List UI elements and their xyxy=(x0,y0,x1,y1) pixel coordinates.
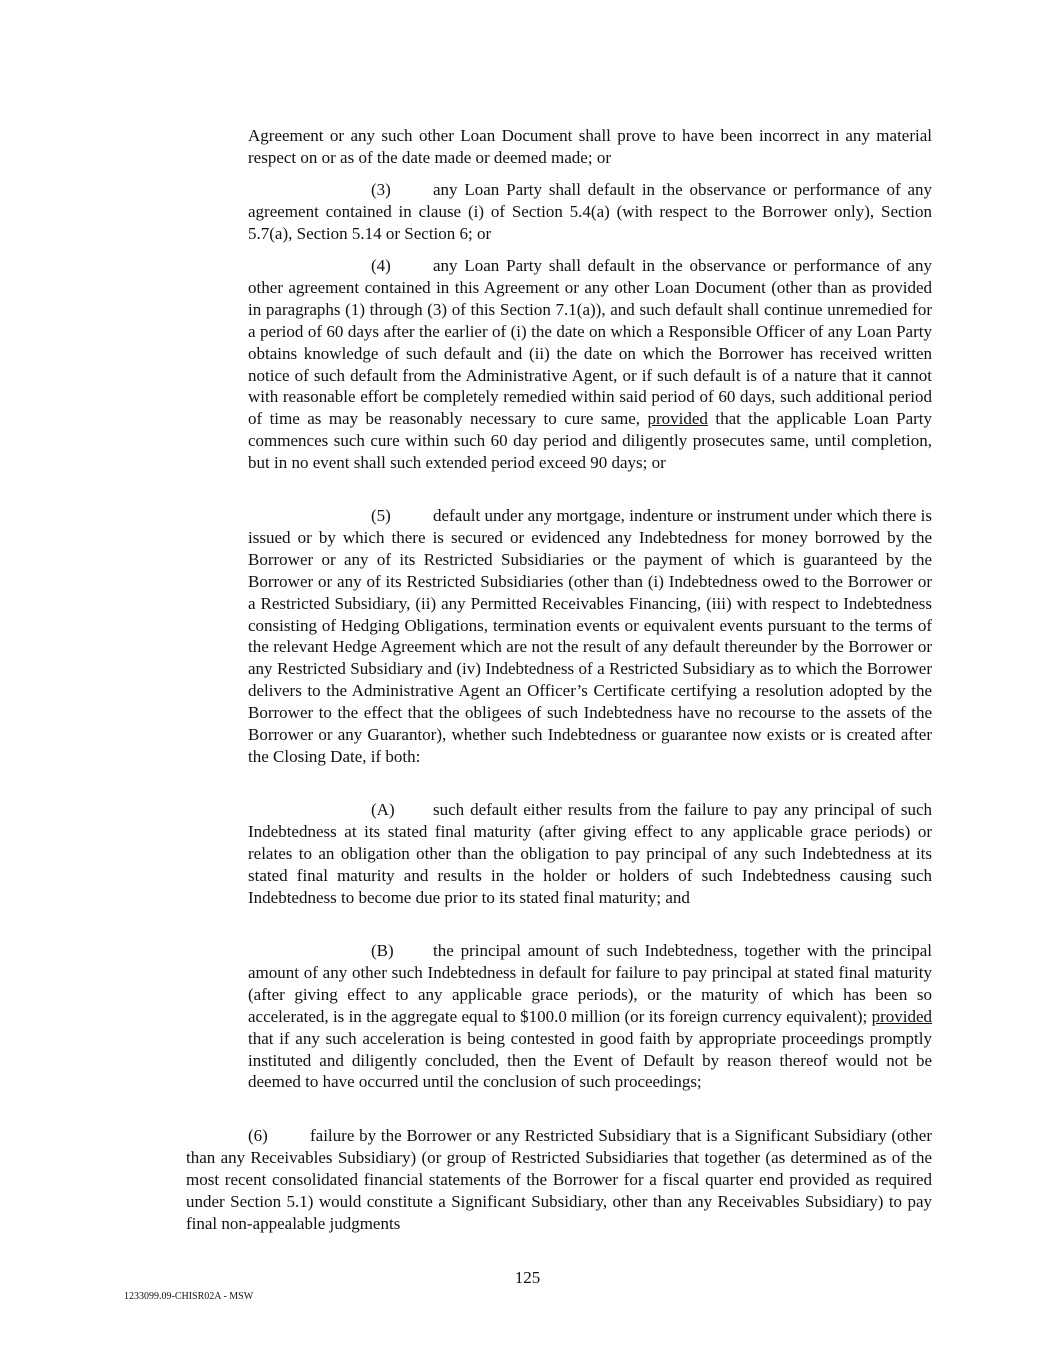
paragraph-text: any Loan Party shall default in the observance or performance of any agreement contained in clause (i) of Section 5.4(a) (with respect to the Borrower only), Section 5.7(a), Section 5.14 or Section 6; or xyxy=(248,180,932,243)
paragraph-number: (B) xyxy=(371,941,394,960)
paragraph-number: (5) xyxy=(371,506,391,525)
paragraph-6 xyxy=(186,1125,932,1235)
paragraph-text: that the applicable Loan Party commences such cure within such 60 day period and diligently prosecutes same, until completion, but in no event shall such extended period exceed 90 days; or xyxy=(248,409,933,473)
paragraph-text: default under any mortgage, indenture or instrument under which there is issued or by which there is secured or evidenced any Indebtedness for money borrowed by the Borrower or any of its Restricted Subsidiaries or the payment of which is guaranteed by the Borrower or any of its Restricted Subsidiaries (other than (i) Indebtedness owed to the Borrower or a Restricted Subsidiary, (ii) any Permitted Receivables Financing, (iii) with respect to Indebtedness consisting of Hedging Obligations, termination events or equivalent events pursuant to the terms of the relevant Hedge Agreement which are not the result of any default thereunder by the Borrower or any Restricted Subsidiary and (iv) Indebtedness of a Restricted Subsidiary as to which the Borrower delivers to the Administrative Agent an Officer’s Certificate certifying a resolution adopted by the Borrower to the effect that the obligees of such Indebtedness have no recourse to the assets of the Borrower or any Guarantor), whether such Indebtedness or guarantee now exists or is created after the Closing Date, if both: xyxy=(248,506,932,766)
paragraph-4 xyxy=(248,255,932,474)
paragraph-text: the principal amount of such Indebtedness, together with the principal amount of any other such Indebtedness in default for failure to pay principal at stated final maturity (after giving effect to any applicable grace periods), or the maturity of which has been so accelerated, is in the aggregate equal to $100.0 million (or its foreign currency equivalent); xyxy=(248,941,932,1026)
paragraph-3 xyxy=(248,179,932,245)
page-number: 125 xyxy=(514,1268,541,1287)
subparagraph-A xyxy=(248,799,932,909)
paragraph-number: (6) xyxy=(248,1126,268,1145)
paragraph-number: (3) xyxy=(371,180,391,199)
paragraph-text: that if any such acceleration is being contested in good faith by appropriate proceedings promptly instituted and diligently concluded, then the Event of Default by reason thereof would not be deemed to have occurred until the conclusion of such proceedings; xyxy=(248,1028,932,1092)
paragraph-text: such default either results from the failure to pay any principal of such Indebtedness at its stated final maturity (after giving effect to any applicable grace periods) or relates to an obligation other than the obligation to pay principal of any such Indebtedness at its stated final maturity and results in the holder or holders of such Indebtedness causing such Indebtedness to become due prior to its stated final maturity; and xyxy=(248,800,932,907)
subparagraph-B xyxy=(248,940,932,1093)
provided-term: provided xyxy=(871,1006,933,1026)
paragraph-number: (A) xyxy=(371,800,395,819)
provided-term: provided xyxy=(647,409,708,429)
paragraph-number: (4) xyxy=(371,256,391,275)
paragraph-5 xyxy=(248,505,932,768)
paragraph-2-continuation: Agreement or any such other Loan Document shall prove to have been incorrect in any material respect on or as of the date made or deemed made; or xyxy=(248,126,932,167)
paragraph-text: failure by the Borrower or any Restricted Subsidiary that is a Significant Subsidiary (other than any Receivables Subsidiary) (or group of Restricted Subsidiaries that together (as determined as of the most recent consolidated financial statements of the Borrower for a fiscal quarter end provided as required under Section 5.1) would constitute a Significant Subsidiary, other than any Receivables Subsidiary) to pay final non-appealable judgments xyxy=(186,1126,932,1233)
document-id: 1233099.09-CHISR02A - MSW xyxy=(124,1291,254,1302)
paragraph-text: any Loan Party shall default in the observance or performance of any other agreement contained in this Agreement or any other Loan Document (other than as provided in paragraphs (1) through (3) of this Section 7.1(a)), and such default shall continue unremedied for a period of 60 days after the earlier of (i) the date on which a Responsible Officer of any Loan Party obtains knowledge of such default and (ii) the date on which the Borrower has received written notice of such default from the Administrative Agent, or if such default is of a nature that it cannot with reasonable effort be completely remedied within said period of 60 days, such additional period of time as may be reasonably necessary to cure same, xyxy=(248,256,932,429)
